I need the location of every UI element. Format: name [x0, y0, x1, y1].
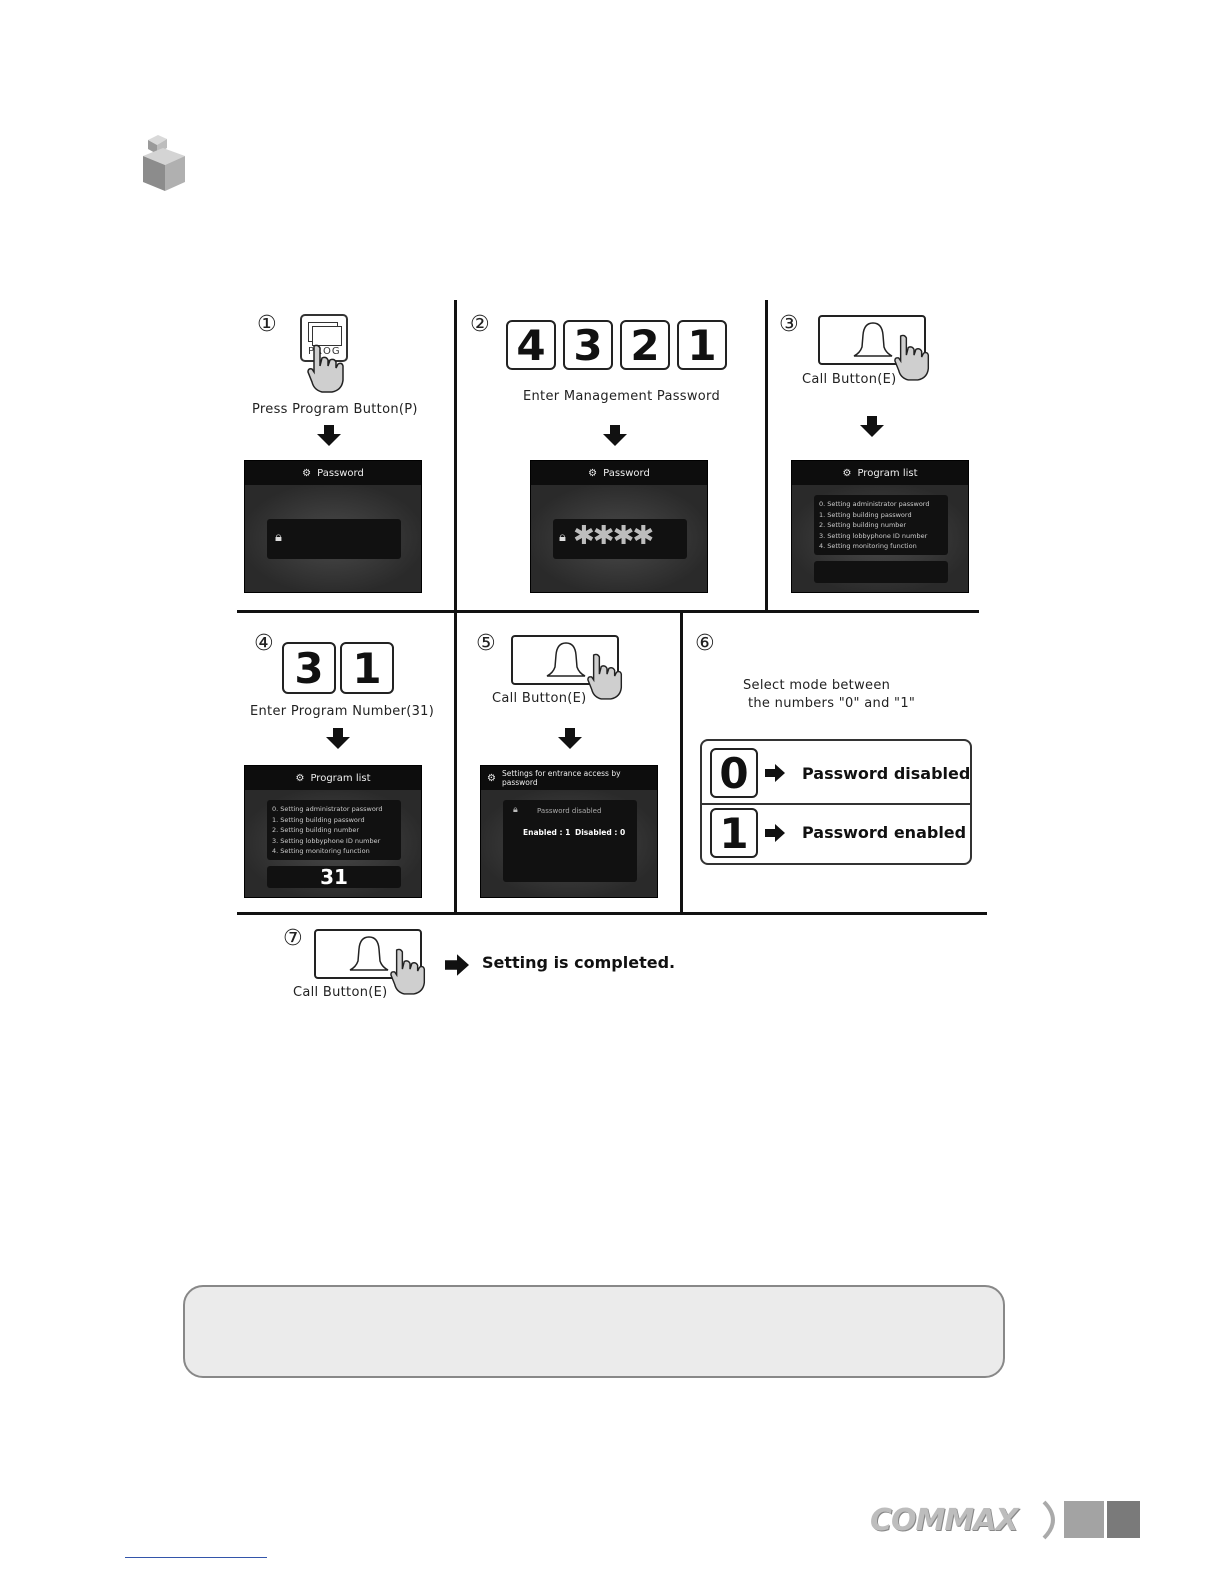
gear-icon: ⚙ — [487, 772, 496, 784]
mode-text: Password disabled — [802, 764, 971, 783]
lock-icon: 🔒︎ — [275, 530, 282, 545]
screen-title: Password — [603, 467, 650, 479]
mode-digit: 0 — [710, 748, 758, 798]
right-arrow-icon — [765, 824, 785, 842]
number-field — [267, 866, 401, 888]
prog-key-label: PROG — [308, 346, 341, 357]
program-menu — [814, 495, 948, 555]
screen-title: Password — [317, 467, 364, 479]
result-text: Setting is completed. — [482, 953, 676, 972]
step-label: Call Button(E) — [492, 691, 587, 706]
screen-title: Settings for entrance access by password — [501, 769, 621, 787]
option-label: Password disabled — [537, 807, 602, 815]
step-number: ④ — [254, 631, 274, 656]
step-number: ⑥ — [695, 631, 715, 656]
divider — [680, 612, 683, 915]
step-label: Press Program Button(P) — [252, 402, 418, 417]
menu-item: 3. Setting lobbyphone ID number — [819, 531, 928, 540]
note-box — [183, 1285, 1005, 1378]
gear-icon: ⚙ — [588, 467, 598, 479]
gear-icon: ⚙ — [302, 467, 312, 479]
menu-item: 0. Setting administrator password — [272, 805, 383, 813]
hand-pointer-icon — [586, 653, 628, 701]
page-tab — [1064, 1501, 1104, 1538]
step-label: Call Button(E) — [802, 372, 897, 387]
menu-item: 4. Setting monitoring function — [819, 542, 917, 550]
divider — [454, 612, 457, 915]
right-arrow-icon — [445, 953, 469, 977]
page-tab — [1107, 1501, 1140, 1538]
digit-key: 4 — [506, 320, 556, 370]
step-label: Call Button(E) — [293, 985, 388, 1000]
hand-pointer-icon — [306, 344, 350, 394]
menu-item: 4. Setting monitoring function — [272, 847, 370, 855]
number-field — [814, 561, 948, 583]
option-panel — [503, 800, 637, 882]
bell-icon — [850, 321, 896, 361]
digit-key: 2 — [620, 320, 670, 370]
step-number: ② — [470, 312, 490, 337]
step-label: Enter Management Password — [523, 389, 721, 404]
menu-item: 1. Setting building password — [272, 815, 365, 824]
disabled-hint: Disabled : 0 — [575, 828, 626, 837]
gear-icon: ⚙ — [295, 772, 305, 784]
menu-item: 3. Setting lobbyphone ID number — [272, 836, 381, 845]
lock-icon: 🔒︎ — [559, 530, 566, 545]
right-arrow-icon — [765, 764, 785, 782]
screen-program-list — [791, 460, 969, 593]
digit-key: 3 — [563, 320, 613, 370]
digit-key: 3 — [282, 642, 336, 694]
screen-password — [244, 460, 422, 593]
screen-entrance-settings — [480, 765, 658, 898]
hand-pointer-icon — [389, 948, 431, 996]
step-label: the numbers "0" and "1" — [748, 696, 916, 711]
divider — [237, 610, 979, 613]
screen-title: Program list — [310, 772, 371, 784]
bell-icon — [346, 935, 392, 975]
lock-icon: 🔒︎ — [513, 805, 518, 815]
divider — [237, 912, 987, 915]
step-number: ⑤ — [476, 631, 496, 656]
menu-item: 2. Setting building number — [819, 521, 907, 529]
menu-item: 2. Setting building number — [272, 826, 360, 834]
menu-item: 0. Setting administrator password — [819, 500, 930, 508]
mode-text: Password enabled — [802, 823, 967, 842]
step-label: Select mode between — [743, 678, 891, 693]
divider — [765, 300, 768, 613]
step-number: ③ — [779, 312, 799, 337]
digit-key: 1 — [340, 642, 394, 694]
bell-icon — [543, 641, 589, 681]
program-number: 31 — [320, 865, 348, 889]
screen-title: Program list — [857, 467, 918, 479]
mode-digit: 1 — [710, 808, 758, 858]
password-field — [553, 519, 687, 559]
hand-pointer-icon — [893, 334, 935, 382]
gear-icon: ⚙ — [842, 467, 852, 479]
menu-item: 1. Setting building password — [819, 510, 912, 519]
brand-swoosh-icon — [1040, 1500, 1066, 1540]
program-menu — [267, 800, 401, 860]
cube-icon — [140, 134, 188, 194]
digit-key: 1 — [677, 320, 727, 370]
password-field — [267, 519, 401, 559]
brand-logo: COMMAX — [870, 1503, 1018, 1538]
masked-password: ✱✱✱✱ — [573, 521, 653, 551]
step-number: ⑦ — [283, 926, 303, 951]
screen-program-list-entry — [244, 765, 422, 898]
step-number: ① — [257, 312, 277, 337]
step-label: Enter Program Number(31) — [250, 704, 435, 719]
screen-password-entered — [530, 460, 708, 593]
divider — [454, 300, 457, 613]
enabled-hint: Enabled : 1 — [523, 828, 571, 837]
footer-rule — [125, 1557, 267, 1558]
